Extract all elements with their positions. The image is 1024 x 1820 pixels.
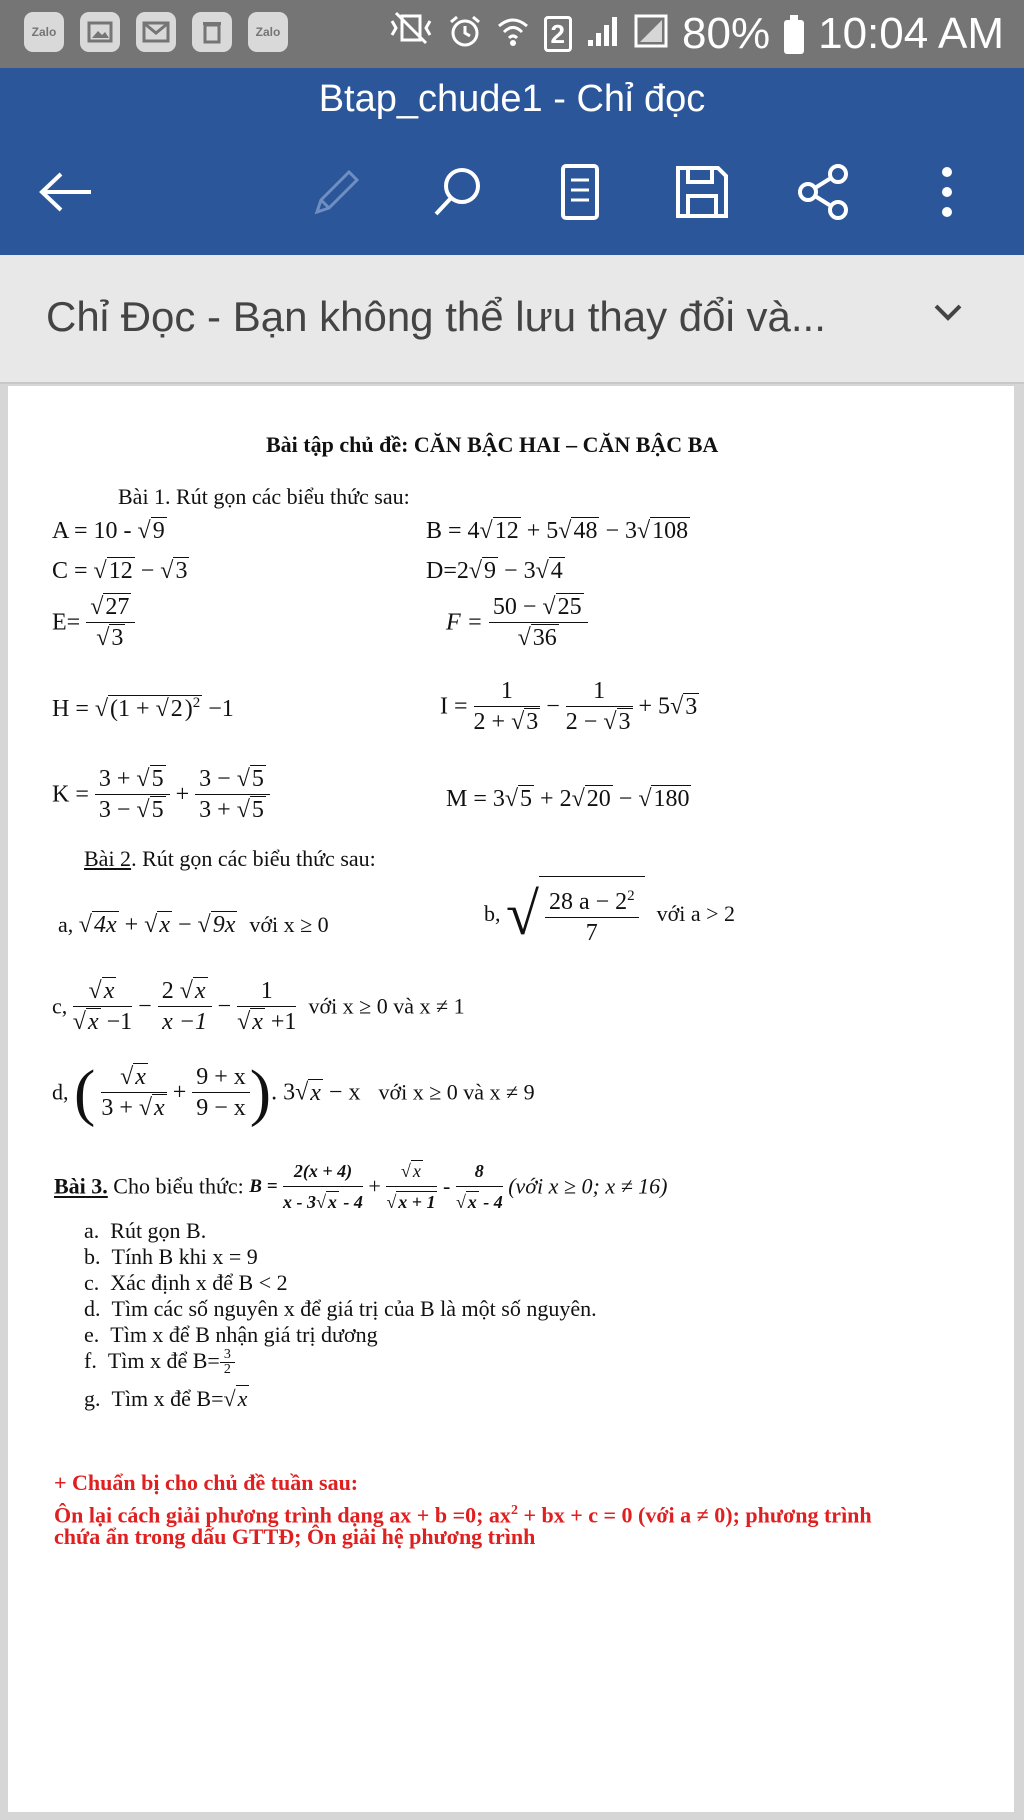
list-item: d. Tìm các số nguyên x để giá trị của B là một số nguyên. <box>84 1296 597 1321</box>
data-signal-icon <box>634 8 668 60</box>
document-page[interactable] <box>8 386 1014 1812</box>
back-button[interactable] <box>25 152 105 232</box>
recycle-notification-icon <box>192 12 232 52</box>
gmail-notification-icon <box>136 12 176 52</box>
list-item: a. Rút gọn B. <box>84 1218 207 1243</box>
edit-pencil-icon <box>305 162 365 222</box>
prep-line-2: chứa ẩn trong dấu GTTĐ; Ôn giải hệ phương trình <box>54 1524 536 1549</box>
chevron-down-icon <box>920 284 976 340</box>
status-bar <box>0 0 1024 68</box>
read-only-banner[interactable] <box>0 255 1024 384</box>
bai2-part-d: d, ( $\frac{√x}{3 + √x}$ + $\frac{9 + x}{9 - x}$ ). 3√x − x với x ≥ 0 và x ≠ 9 <box>52 1056 535 1128</box>
bai3-statement: Bài 3. Cho biểu thức: B = $\frac{2(x + 4)}{x - 3√ x - 4}$ + $\frac{√ x}{√ x + 1}$ - $\frac{8}{√ x - 4}$ (với x ≥ 0; x ≠ 16) <box>54 1156 667 1217</box>
read-only-banner-text: Chỉ Đọc - Bạn không thể lưu thay đổi và... <box>46 293 826 340</box>
alarm-icon <box>448 8 482 60</box>
battery-percent: 80% <box>682 9 771 58</box>
more-menu-icon <box>937 164 957 220</box>
list-item: c. Xác định x để B < 2 <box>84 1270 288 1295</box>
bai2-part-c: c, $\frac{√x}{√x -1}$ − $\frac{2 √x}{x -1}$ − $\frac{1}{√x +1}$ với x ≥ 0 và x ≠ 1 <box>52 978 465 1035</box>
expression-a: A = 10 - √9 <box>52 518 165 544</box>
prep-heading: + Chuẩn bị cho chủ đề tuần sau: <box>54 1470 359 1495</box>
expression-m: M = 3√5 + 2√20 − √180 <box>446 786 690 812</box>
expression-c: C = √12 − √3 <box>52 558 188 584</box>
back-arrow-icon <box>37 170 93 214</box>
document-heading: Bài tập chủ đề: CĂN BẬC HAI – CĂN BẬC BA <box>266 432 719 457</box>
signal-icon <box>586 8 620 60</box>
mute-vibrate-icon <box>388 8 434 60</box>
more-menu-button[interactable] <box>907 152 987 232</box>
document-title: Btap_chude1 - Chỉ đọc <box>318 78 706 120</box>
bai2-part-a: a, √4x + √x − √9x với x ≥ 0 <box>58 912 329 938</box>
battery-icon <box>784 20 804 54</box>
wifi-icon <box>496 8 530 60</box>
mobile-view-icon <box>555 162 605 222</box>
share-icon <box>794 162 854 222</box>
app-bar <box>0 68 1024 255</box>
expand-banner-button[interactable] <box>920 284 976 345</box>
bai2-part-b: b, √ $\frac{28 a - 2^2}{7}$ với a > 2 <box>484 876 735 952</box>
image-notification-icon <box>80 12 120 52</box>
expression-f: F = $\frac{50 - √25}{√36}$ <box>446 592 588 653</box>
clock: 10:04 AM <box>818 9 1004 58</box>
share-button[interactable] <box>784 152 864 232</box>
mobile-view-button[interactable] <box>540 152 620 232</box>
notification-icons <box>24 12 288 52</box>
save-button[interactable] <box>662 152 742 232</box>
list-item: b. Tính B khi x = 9 <box>84 1244 258 1269</box>
expression-h: $H = √(1 + √2)^2 -1$ <box>52 695 234 722</box>
save-icon <box>672 162 732 222</box>
list-item: f. Tìm x để B= $\frac{3}{2}$ <box>84 1348 235 1377</box>
expression-i: I = $\frac{1}{2 + √3}$ − $\frac{1}{2 - √3}$ + 5√3 <box>440 678 698 735</box>
system-indicators <box>388 8 1004 60</box>
expression-e: E= $\frac{√27}{√3}$ <box>52 592 135 653</box>
search-button[interactable] <box>418 152 498 232</box>
bai1-heading: Bài 1. Rút gọn các biểu thức sau: <box>118 484 410 509</box>
zalo-notification-icon: Zalo <box>248 12 288 52</box>
list-item: g. Tìm x để B=√x <box>84 1386 248 1411</box>
prep-line-1: Ôn lại cách giải phương trình dạng ax + b =0; $ax^2$ + bx + c = 0 (với a ≠ 0); phương trình <box>54 1502 872 1528</box>
edit-button[interactable] <box>295 152 375 232</box>
list-item: e. Tìm x để B nhận giá trị dương <box>84 1322 378 1347</box>
zalo-notification-icon: Zalo <box>24 12 64 52</box>
sim-2-badge: 2 <box>544 16 572 52</box>
search-icon <box>428 162 488 222</box>
expression-d: D=2√9 − 3√4 <box>426 558 563 584</box>
expression-b: B = 4√12 + 5√48 − 3√108 <box>426 518 689 544</box>
expression-k: K = $\frac{3 + √5}{3 - √5}$ + $\frac{3 - √5}{3 + √5}$ <box>52 764 270 825</box>
bai2-heading: Bài 2. Rút gọn các biểu thức sau: <box>84 846 376 871</box>
